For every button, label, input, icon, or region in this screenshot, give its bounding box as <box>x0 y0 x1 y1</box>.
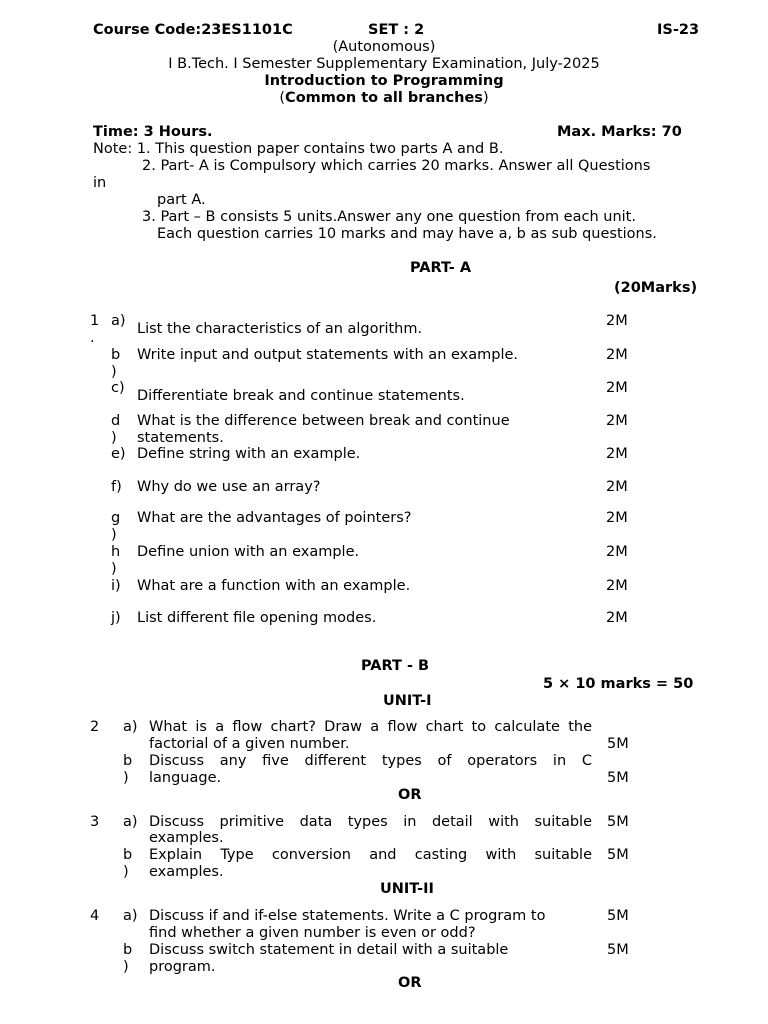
part-a-item-marks: 2M <box>606 380 628 396</box>
regulation-code: IS-23 <box>657 22 700 38</box>
course-code: Course Code:23ES1101C <box>93 22 293 38</box>
sub-question-text-continued: examples. <box>149 864 224 880</box>
note-3-continuation: Each question carries 10 marks and may have a, b as sub questions. <box>157 226 657 242</box>
unit-1-heading: UNIT-I <box>383 693 432 709</box>
part-a-item-text: Define string with an example. <box>137 446 361 462</box>
part-a-item-marks: 2M <box>606 446 628 462</box>
question-number-1-dot: . <box>90 330 95 346</box>
sub-question-text-continued: program. <box>149 959 216 975</box>
sub-question-label: a) <box>123 908 138 924</box>
sub-question-text-continued: language. <box>149 770 222 786</box>
part-a-item-marks: 2M <box>606 479 628 495</box>
part-a-item-marks: 2M <box>606 313 628 329</box>
sub-question-label: b <box>123 847 133 863</box>
sub-question-text: Discuss if and if-else statements. Write a C program to <box>149 908 546 924</box>
sub-question-text: What is a flow chart? Draw a flow chart to calculate the <box>149 719 592 735</box>
part-a-title: PART- A <box>410 260 472 276</box>
part-a-item-text: List different file opening modes. <box>137 610 377 626</box>
sub-question-marks: 5M <box>607 736 629 752</box>
sub-question-marks: 5M <box>607 770 629 786</box>
part-a-item-label-paren: ) <box>111 561 117 577</box>
question-number-1: 1 <box>90 313 100 329</box>
part-a-item-label: a) <box>111 313 126 329</box>
part-a-item-text: Write input and output statements with an example. <box>137 347 519 363</box>
part-a-item-marks: 2M <box>606 544 628 560</box>
part-a-item-label: b <box>111 347 121 363</box>
max-marks: Max. Marks: 70 <box>557 124 682 140</box>
part-a-item-label: h <box>111 544 121 560</box>
sub-question-marks: 5M <box>607 942 629 958</box>
part-a-item-label-paren: ) <box>111 364 117 380</box>
autonomous-label: (Autonomous) <box>332 39 436 55</box>
paren-close: ) <box>482 90 489 106</box>
question-number-2: 2 <box>90 719 100 735</box>
part-b-marks: 5 × 10 marks = 50 <box>543 676 694 692</box>
sub-question-text-continued: find whether a given number is even or odd? <box>149 925 476 941</box>
or-separator: OR <box>398 975 422 991</box>
part-a-item-text: Differentiate break and continue statements. <box>137 388 465 404</box>
unit-2-heading: UNIT-II <box>380 881 434 897</box>
sub-question-text: Discuss primitive data types in detail with suitable <box>149 814 592 830</box>
branches-line <box>0 90 768 107</box>
sub-question-label-paren: ) <box>123 959 129 975</box>
sub-question-text: Discuss any five different types of operators in C <box>149 753 592 769</box>
part-a-item-marks: 2M <box>606 413 628 429</box>
question-number-3: 3 <box>90 814 100 830</box>
sub-question-marks: 5M <box>607 847 629 863</box>
part-a-item-label: f) <box>111 479 122 495</box>
part-a-item-label-paren: ) <box>111 527 117 543</box>
sub-question-label: b <box>123 942 133 958</box>
note-3: 3. Part – B consists 5 units.Answer any one question from each unit. <box>142 209 636 225</box>
part-a-item-label: e) <box>111 446 126 462</box>
question-number-4: 4 <box>90 908 100 924</box>
part-a-item-label: c) <box>111 380 125 396</box>
sub-question-label: a) <box>123 719 138 735</box>
note-2-wrap: in <box>93 175 107 191</box>
part-a-item-marks: 2M <box>606 347 628 363</box>
sub-question-label: b <box>123 753 133 769</box>
branches-label: Common to all branches <box>285 90 483 106</box>
sub-question-text: Discuss switch statement in detail with a suitable <box>149 942 509 958</box>
part-a-item-label-paren: ) <box>111 430 117 446</box>
sub-question-label: a) <box>123 814 138 830</box>
part-a-marks: (20Marks) <box>614 280 698 296</box>
part-a-item-text: Define union with an example. <box>137 544 360 560</box>
note-1: Note: 1. This question paper contains two parts A and B. <box>93 141 504 157</box>
sub-question-marks: 5M <box>607 908 629 924</box>
sub-question-label-paren: ) <box>123 864 129 880</box>
sub-question-text-continued: examples. <box>149 830 224 846</box>
part-a-item-text: What are a function with an example. <box>137 578 411 594</box>
exam-title: I B.Tech. I Semester Supplementary Examination, July-2025 <box>168 56 600 72</box>
part-a-item-marks: 2M <box>606 578 628 594</box>
part-a-item-label: g <box>111 510 121 526</box>
note-2-continuation: part A. <box>157 192 206 208</box>
part-a-item-marks: 2M <box>606 510 628 526</box>
part-a-item-label: i) <box>111 578 121 594</box>
part-a-item-text-continued: statements. <box>137 430 224 446</box>
or-separator: OR <box>398 787 422 803</box>
part-b-title: PART - B <box>361 658 430 674</box>
part-a-item-label: d <box>111 413 121 429</box>
sub-question-text-continued: factorial of a given number. <box>149 736 350 752</box>
sub-question-text: Explain Type conversion and casting with suitable <box>149 847 592 863</box>
exam-time: Time: 3 Hours. <box>93 124 213 140</box>
subject-title: Introduction to Programming <box>264 73 504 89</box>
part-a-item-label: j) <box>111 610 121 626</box>
sub-question-label-paren: ) <box>123 770 129 786</box>
set-number: SET : 2 <box>368 22 425 38</box>
sub-question-marks: 5M <box>607 814 629 830</box>
paren-open: ( <box>279 90 286 106</box>
part-a-item-text: What is the difference between break and continue <box>137 413 510 429</box>
part-a-item-text: What are the advantages of pointers? <box>137 510 412 526</box>
part-a-item-text: Why do we use an array? <box>137 479 321 495</box>
note-2: 2. Part- A is Compulsory which carries 20 marks. Answer all Questions <box>142 158 651 174</box>
part-a-item-marks: 2M <box>606 610 628 626</box>
part-a-item-text: List the characteristics of an algorithm. <box>137 321 423 337</box>
